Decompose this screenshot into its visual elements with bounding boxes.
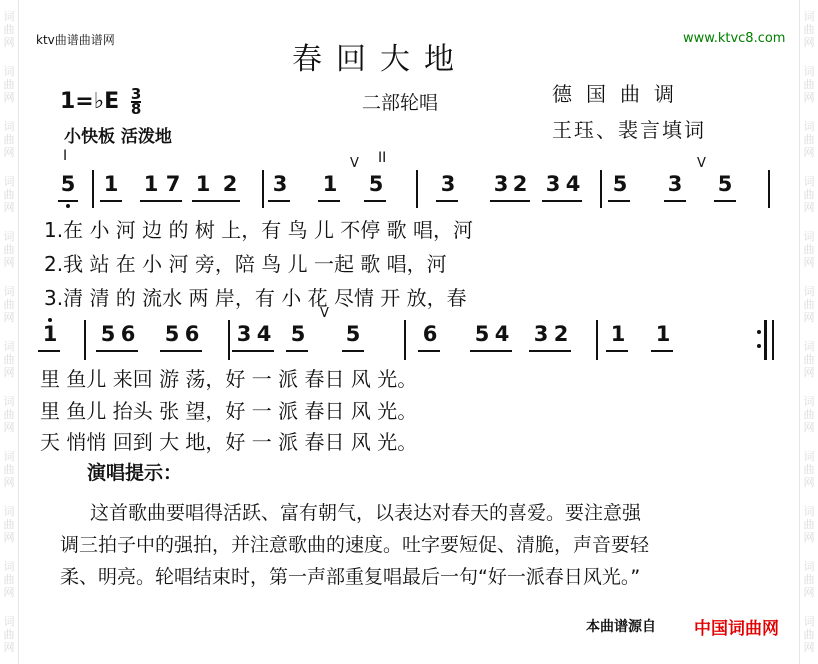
watermark-char: 曲	[3, 133, 15, 146]
beam-underline	[58, 200, 78, 202]
performance-tips-heading: 演唱提示：	[87, 462, 183, 484]
lyric-line-1-verse-1: 1.在 小 河 边 的 树 上，有 鸟 儿 不停 歌 唱，河	[44, 218, 474, 242]
watermark-char: 网	[3, 421, 15, 434]
watermark-char: 网	[803, 311, 815, 324]
watermark-char: 词	[803, 505, 815, 518]
watermark-char: 词	[803, 615, 815, 628]
watermark-char: 词	[803, 10, 815, 23]
note-digit: 3	[533, 322, 549, 346]
watermark-char: 词	[803, 175, 815, 188]
watermark-char: 曲	[3, 353, 15, 366]
watermark-char: 词	[803, 65, 815, 78]
note-digit: 4	[565, 172, 581, 196]
note-digit: 6	[120, 322, 136, 346]
bar-line	[764, 320, 767, 360]
watermark-char: 网	[803, 91, 815, 104]
watermark-char: 曲	[3, 408, 15, 421]
lyric-line-1-verse-2: 2.我 站 在 小 河 旁，陪 鸟 儿 一起 歌 唱，河	[44, 252, 447, 276]
breath-mark: V	[697, 156, 706, 171]
note-digit: 3	[545, 172, 561, 196]
note-digit: 6	[184, 322, 200, 346]
beam-underline	[140, 200, 182, 202]
beam-underline	[268, 200, 290, 202]
bar-line	[404, 320, 406, 360]
note-digit: 1	[143, 172, 159, 196]
watermark-char: 网	[803, 476, 815, 489]
watermark-char: 词	[3, 10, 15, 23]
beam-underline	[342, 350, 364, 352]
bar-line	[596, 320, 598, 360]
watermark-char: 曲	[803, 408, 815, 421]
note-digit: 3	[667, 172, 683, 196]
tips-line-3: 柔、明亮。轮唱结束时，第一声部重复唱最后一句“好一派春日风光。”	[60, 566, 641, 588]
note-digit: 3	[272, 172, 288, 196]
part-marker-1: I	[63, 148, 68, 164]
breath-mark: V	[320, 306, 329, 321]
bar-line	[228, 320, 230, 360]
beam-underline	[286, 350, 308, 352]
note-digit: 5	[164, 322, 180, 346]
watermark-char: 网	[803, 531, 815, 544]
note-digit: 5	[60, 172, 76, 196]
note-digit: 4	[256, 322, 272, 346]
key-signature	[60, 85, 142, 118]
bar-line	[768, 170, 770, 208]
watermark-char: 词	[3, 340, 15, 353]
beam-underline	[38, 350, 60, 352]
note-digit: 1	[195, 172, 211, 196]
site-label-left: ktv曲谱曲谱网	[36, 33, 115, 47]
beam-underline	[606, 350, 628, 352]
watermark-char: 网	[803, 146, 815, 159]
watermark-char: 曲	[3, 573, 15, 586]
watermark-char: 词	[3, 615, 15, 628]
source-label: 本曲谱源自	[586, 619, 656, 635]
performance-tips-body	[60, 497, 782, 593]
part-marker-2: II	[378, 150, 387, 166]
beam-underline	[651, 350, 673, 352]
bar-line	[600, 170, 602, 208]
beam-underline	[608, 200, 630, 202]
note-digit: 7	[165, 172, 181, 196]
bar-line	[416, 170, 418, 208]
beam-underline	[232, 350, 274, 352]
note-digit: 1	[42, 322, 58, 346]
bar-line	[772, 320, 774, 360]
repeat-dot	[757, 344, 761, 348]
watermark-char: 曲	[803, 243, 815, 256]
beam-underline	[96, 350, 138, 352]
note-digit: 2	[553, 322, 569, 346]
watermark-char: 词	[803, 120, 815, 133]
note-digit: 2	[222, 172, 238, 196]
watermark-char: 词	[3, 450, 15, 463]
time-signature	[130, 85, 142, 118]
note-digit: 3	[493, 172, 509, 196]
watermark-char: 曲	[803, 78, 815, 91]
lyric-line-2-verse-1: 里 鱼儿 来回 游 荡，好 一 派 春日 风 光。	[40, 367, 418, 391]
watermark-char: 曲	[3, 23, 15, 36]
watermark-char: 曲	[3, 188, 15, 201]
note-digit: 2	[512, 172, 528, 196]
note-digit: 4	[494, 322, 510, 346]
octave-dot	[48, 318, 52, 322]
note-digit: 6	[422, 322, 438, 346]
right-watermark-strip	[799, 0, 818, 664]
bar-line	[92, 170, 94, 208]
watermark-char: 网	[803, 421, 815, 434]
watermark-char: 网	[3, 201, 15, 214]
part-note: 二部轮唱	[362, 92, 439, 114]
note-digit: 5	[345, 322, 361, 346]
site-url-right[interactable]: www.ktvc8.com	[683, 31, 786, 46]
watermark-char: 词	[3, 560, 15, 573]
key-text: 1=♭E	[60, 89, 120, 114]
beam-underline	[100, 200, 122, 202]
beam-underline	[714, 200, 736, 202]
watermark-char: 网	[803, 256, 815, 269]
beam-underline	[542, 200, 582, 202]
note-digit: 1	[610, 322, 626, 346]
watermark-char: 曲	[803, 353, 815, 366]
note-digit: 5	[368, 172, 384, 196]
watermark-char: 词	[803, 560, 815, 573]
lyric-line-1-verse-3: 3.清 清 的 流水 两 岸，有 小 花 尽情 开 放，春	[44, 286, 467, 310]
beam-underline	[364, 200, 386, 202]
watermark-char: 曲	[3, 78, 15, 91]
beam-underline	[470, 350, 512, 352]
watermark-char: 网	[3, 146, 15, 159]
watermark-char: 网	[803, 641, 815, 654]
watermark-char: 曲	[803, 298, 815, 311]
beam-underline	[664, 200, 686, 202]
watermark-char: 曲	[3, 298, 15, 311]
origin-credit: 德国曲调	[552, 82, 688, 106]
left-watermark-strip	[0, 0, 19, 664]
lyric-line-2-verse-3: 天 悄悄 回到 大 地，好 一 派 春日 风 光。	[40, 430, 418, 454]
note-digit: 5	[290, 322, 306, 346]
bar-line	[84, 320, 86, 360]
note-digit: 5	[100, 322, 116, 346]
watermark-char: 词	[803, 450, 815, 463]
watermark-char: 词	[3, 285, 15, 298]
watermark-char: 词	[3, 175, 15, 188]
beam-underline	[529, 350, 571, 352]
repeat-dot	[757, 330, 761, 334]
note-digit: 5	[717, 172, 733, 196]
note-digit: 1	[322, 172, 338, 196]
watermark-char: 曲	[3, 518, 15, 531]
beam-underline	[490, 200, 530, 202]
watermark-char: 词	[803, 230, 815, 243]
watermark-char: 词	[3, 230, 15, 243]
time-bottom: 8	[130, 100, 142, 118]
tips-line-1: 这首歌曲要唱得活跃、富有朝气，以表达对春天的喜爱。要注意强	[90, 502, 642, 524]
watermark-char: 网	[3, 531, 15, 544]
watermark-char: 网	[803, 36, 815, 49]
watermark-char: 曲	[803, 463, 815, 476]
watermark-char: 曲	[3, 463, 15, 476]
note-digit: 3	[236, 322, 252, 346]
beam-underline	[192, 200, 240, 202]
watermark-char: 曲	[803, 133, 815, 146]
watermark-char: 曲	[803, 188, 815, 201]
watermark-char: 词	[803, 340, 815, 353]
song-title: 春回大地	[292, 42, 468, 77]
watermark-char: 网	[3, 91, 15, 104]
breath-mark: V	[350, 156, 359, 171]
watermark-char: 词	[3, 505, 15, 518]
beam-underline	[436, 200, 458, 202]
watermark-char: 词	[803, 395, 815, 408]
watermark-char: 网	[803, 586, 815, 599]
watermark-char: 网	[803, 366, 815, 379]
watermark-char: 曲	[803, 518, 815, 531]
watermark-char: 词	[3, 120, 15, 133]
lyricist-credit: 王珏、裴言填词	[552, 118, 706, 142]
watermark-char: 曲	[3, 243, 15, 256]
lyric-line-2-verse-2: 里 鱼儿 抬头 张 望，好 一 派 春日 风 光。	[40, 399, 418, 423]
bar-line	[262, 170, 264, 208]
watermark-char: 网	[3, 36, 15, 49]
beam-underline	[318, 200, 340, 202]
watermark-char: 曲	[803, 628, 815, 641]
note-digit: 5	[474, 322, 490, 346]
beam-underline	[418, 350, 440, 352]
watermark-char: 网	[3, 476, 15, 489]
watermark-char: 网	[3, 311, 15, 324]
watermark-char: 网	[3, 256, 15, 269]
time-top: 3	[130, 85, 142, 103]
watermark-char: 词	[3, 65, 15, 78]
source-site-link[interactable]: 中国词曲网	[694, 619, 779, 639]
beam-underline	[160, 350, 202, 352]
note-digit: 1	[103, 172, 119, 196]
watermark-char: 曲	[3, 628, 15, 641]
note-digit: 1	[655, 322, 671, 346]
octave-dot	[66, 204, 70, 208]
watermark-char: 词	[803, 285, 815, 298]
note-digit: 3	[440, 172, 456, 196]
watermark-char: 网	[3, 586, 15, 599]
watermark-char: 曲	[803, 23, 815, 36]
watermark-char: 曲	[803, 573, 815, 586]
watermark-char: 网	[803, 201, 815, 214]
tips-line-2: 调三拍子中的强拍，并注意歌曲的速度。吐字要短促、清脆，声音要轻	[60, 534, 650, 556]
tempo-marking: 小快板 活泼地	[64, 127, 172, 147]
watermark-char: 词	[3, 395, 15, 408]
watermark-char: 网	[3, 641, 15, 654]
note-digit: 5	[612, 172, 628, 196]
watermark-char: 网	[3, 366, 15, 379]
